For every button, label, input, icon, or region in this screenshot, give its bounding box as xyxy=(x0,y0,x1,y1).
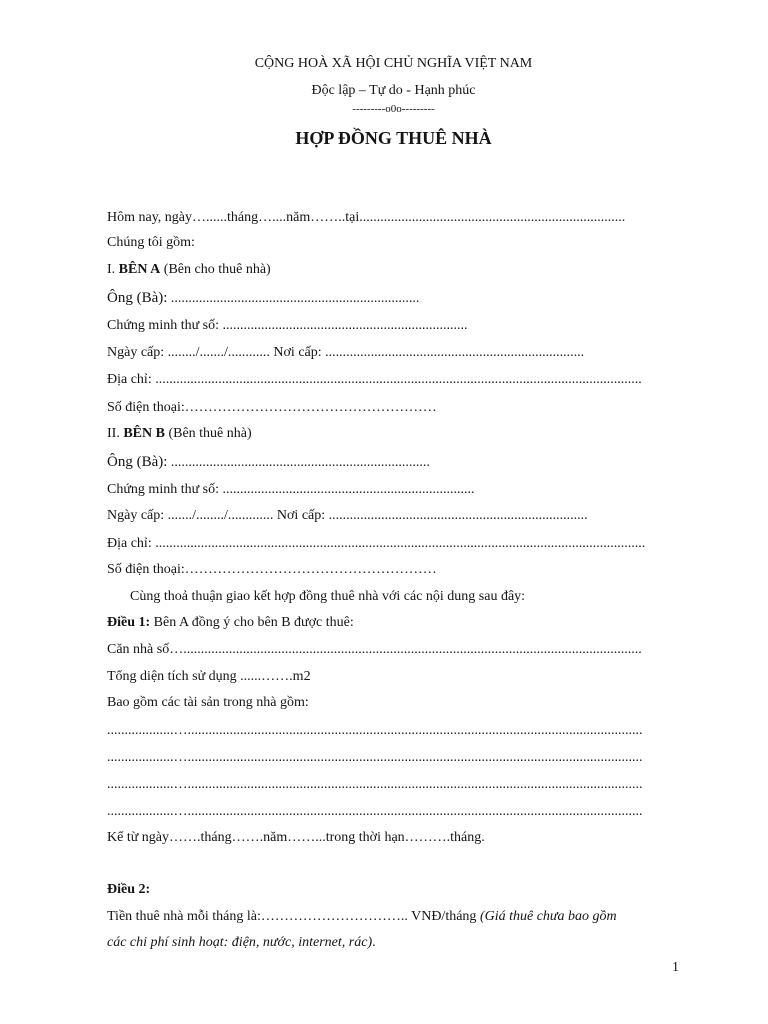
party-a-address-line: Địa chỉ: ........................................................................................................................................... xyxy=(107,372,642,387)
party-a-person-line xyxy=(107,288,419,309)
area-line: Tổng diện tích sử dụng ......…….m2 xyxy=(107,669,311,684)
party-b-person-line xyxy=(107,452,430,473)
party-b-issue-line: Ngày cấp: ......./......../............. Nơi cấp: .......................................................................... xyxy=(107,508,588,523)
rent-note-continued: các chi phí sinh hoạt: điện, nước, internet, rác) xyxy=(107,935,373,950)
party-a-id-line: Chứng minh thư số: ...................................................................... xyxy=(107,318,468,333)
rent-line xyxy=(107,907,617,927)
article-1-text: Bên A đồng ý cho bên B được thuê: xyxy=(153,615,354,630)
article-2-heading-text: Điều 2: xyxy=(107,882,151,897)
house-number-line: Căn nhà số…................................................................................................................................... xyxy=(107,642,642,657)
date-place-line: Hôm nay, ngày…......tháng…....năm……..tại............................................................................ xyxy=(107,210,626,225)
party-b-number: II. xyxy=(107,426,120,441)
party-a-heading xyxy=(107,260,271,280)
assets-intro: Bao gồm các tài sản trong nhà gồm: xyxy=(107,695,309,710)
rent-note-period: . xyxy=(372,935,376,950)
party-b-person-label: Ông (Bà): xyxy=(107,454,168,470)
term-line: Kể từ ngày…….tháng…….năm……...trong thời hạn……….tháng. xyxy=(107,830,485,845)
party-b-role: (Bên thuê nhà) xyxy=(168,426,252,441)
national-title: CỘNG HOÀ XÃ HỘI CHỦ NGHĨA VIỆT NAM xyxy=(254,56,533,71)
party-a-person-label: Ông (Bà): xyxy=(107,290,168,306)
contract-title: HỢP ĐỒNG THUÊ NHÀ xyxy=(295,128,492,148)
page-number: 1 xyxy=(672,960,679,975)
party-b-person-blank: .......................................................................... xyxy=(170,455,430,470)
party-a-name: BÊN A xyxy=(118,262,161,277)
rent-note-line xyxy=(107,933,376,953)
party-b-address-line: Địa chỉ: ............................................................................................................................................ xyxy=(107,536,646,551)
header-separator: ---------o0o--------- xyxy=(352,103,435,115)
party-b-phone-line: Số điện thoại:……………………………………………… xyxy=(107,562,437,577)
article-2-heading xyxy=(107,880,150,900)
article-1-heading: Điều 1: xyxy=(107,615,151,630)
agreement-line: Cùng thoả thuận giao kết hợp đồng thuê nhà với các nội dung sau đây: xyxy=(130,589,526,604)
party-a-phone-line: Số điện thoại:……………………………………………… xyxy=(107,400,437,415)
party-b-name: BÊN B xyxy=(123,426,165,441)
party-b-id-line: Chứng minh thư số: ........................................................................ xyxy=(107,482,475,497)
party-b-heading xyxy=(107,424,252,444)
article-1-heading-line xyxy=(107,613,354,633)
party-a-role: (Bên cho thuê nhà) xyxy=(163,262,271,277)
rent-note-start: (Giá thuê chưa bao gồm xyxy=(479,909,617,924)
party-a-number: I. xyxy=(107,262,116,277)
party-a-issue-line: Ngày cấp: ......../......./............ Nơi cấp: .......................................................................... xyxy=(107,345,585,360)
party-a-person-blank: ....................................................................... xyxy=(170,291,420,306)
rent-text: Tiền thuê nhà mỗi tháng là:………………………….. VNĐ/tháng xyxy=(107,909,477,924)
parties-intro: Chúng tôi gồm: xyxy=(107,235,195,250)
asset-blank-line: ...................….................................................................................................................................. xyxy=(107,804,643,819)
asset-blank-line: ...................….................................................................................................................................. xyxy=(107,723,643,738)
asset-blank-line: ...................….................................................................................................................................. xyxy=(107,750,643,765)
national-motto: Độc lập – Tự do - Hạnh phúc xyxy=(311,83,476,98)
asset-blank-line: ...................….................................................................................................................................. xyxy=(107,777,643,792)
